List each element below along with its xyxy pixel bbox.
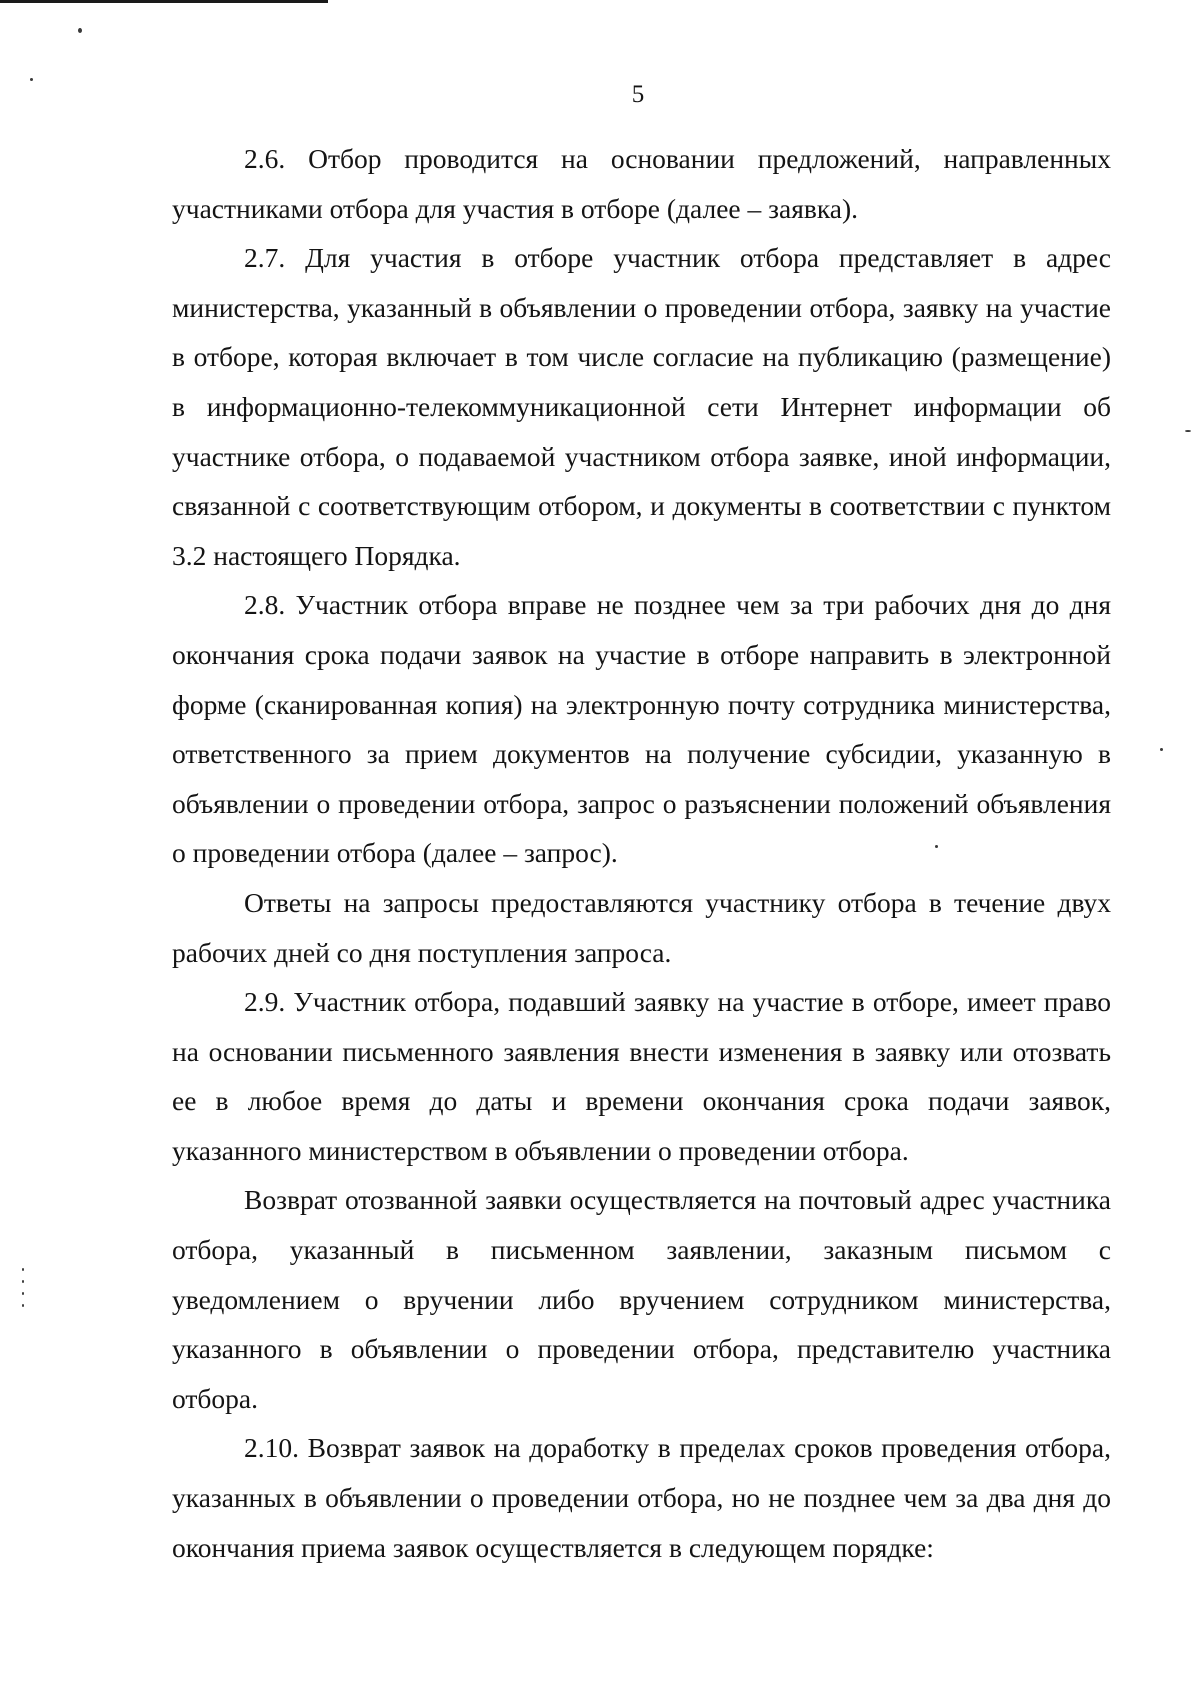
paragraph-2-8-answers: Ответы на запросы предоставляются участнику отбора в течение двух рабочих дней со дня поступления запроса. bbox=[172, 886, 1111, 968]
paragraph-2-9-return: Возврат отозванной заявки осуществляется на почтовый адрес участника отбора, указанный в письменном заявлении, заказным письмом с уведомлением о вручении либо вручением сотрудником министерства, указанного в объявлении о проведении отбора, представителю участника отбора. bbox=[172, 1184, 1111, 1414]
scan-speck bbox=[22, 1268, 24, 1271]
scan-speck bbox=[78, 28, 82, 33]
scan-speck bbox=[22, 1280, 24, 1283]
scan-speck bbox=[1185, 430, 1191, 432]
scan-edge-line bbox=[0, 0, 328, 3]
paragraph-2-10: 2.10. Возврат заявок на доработку в пределах сроков проведения отбора, указанных в объявлении о проведении отбора, но не позднее чем за два дня до окончания приема заявок осуществляется в следующем порядке: bbox=[172, 1432, 1111, 1563]
paragraph-2-7: 2.7. Для участия в отборе участник отбора представляет в адрес министерства, указанный в объявлении о проведении отбора, заявку на участие в отборе, которая включает в том числе согласие на публикацию (размещение) в информационно-телекоммуникационной сети Интернет информации об участнике отбора, о подаваемой участником отбора заявке, иной информации, связанной с соответствующим отбором, и документы в соответствии с пунктом 3.2 настоящего Порядка. bbox=[172, 242, 1111, 571]
page-number: 5 bbox=[631, 81, 645, 108]
paragraph-2-6: 2.6. Отбор проводится на основании предложений, направленных участниками отбора для участия в отборе (далее – заявка). bbox=[172, 143, 1111, 224]
document-body bbox=[172, 134, 1111, 1572]
scan-speck bbox=[22, 1304, 24, 1307]
scan-speck bbox=[1160, 748, 1163, 751]
paragraph-2-9: 2.9. Участник отбора, подавший заявку на участие в отборе, имеет право на основании письменного заявления внести изменения в заявку или отозвать ее в любое время до даты и времени окончания срока подачи заявок, указанного министерством в объявлении о проведении отбора. bbox=[172, 986, 1111, 1166]
paragraph-2-8: 2.8. Участник отбора вправе не позднее чем за три рабочих дня до дня окончания срока подачи заявок на участие в отборе направить в электронной форме (сканированная копия) на электронную почту сотрудника министерства, ответственного за прием документов на получение субсидии, указанную в объявлении о проведении отбора, запрос о разъяснении положений объявления о проведении отбора (далее – запрос). bbox=[172, 589, 1111, 869]
scan-speck bbox=[22, 1292, 24, 1295]
